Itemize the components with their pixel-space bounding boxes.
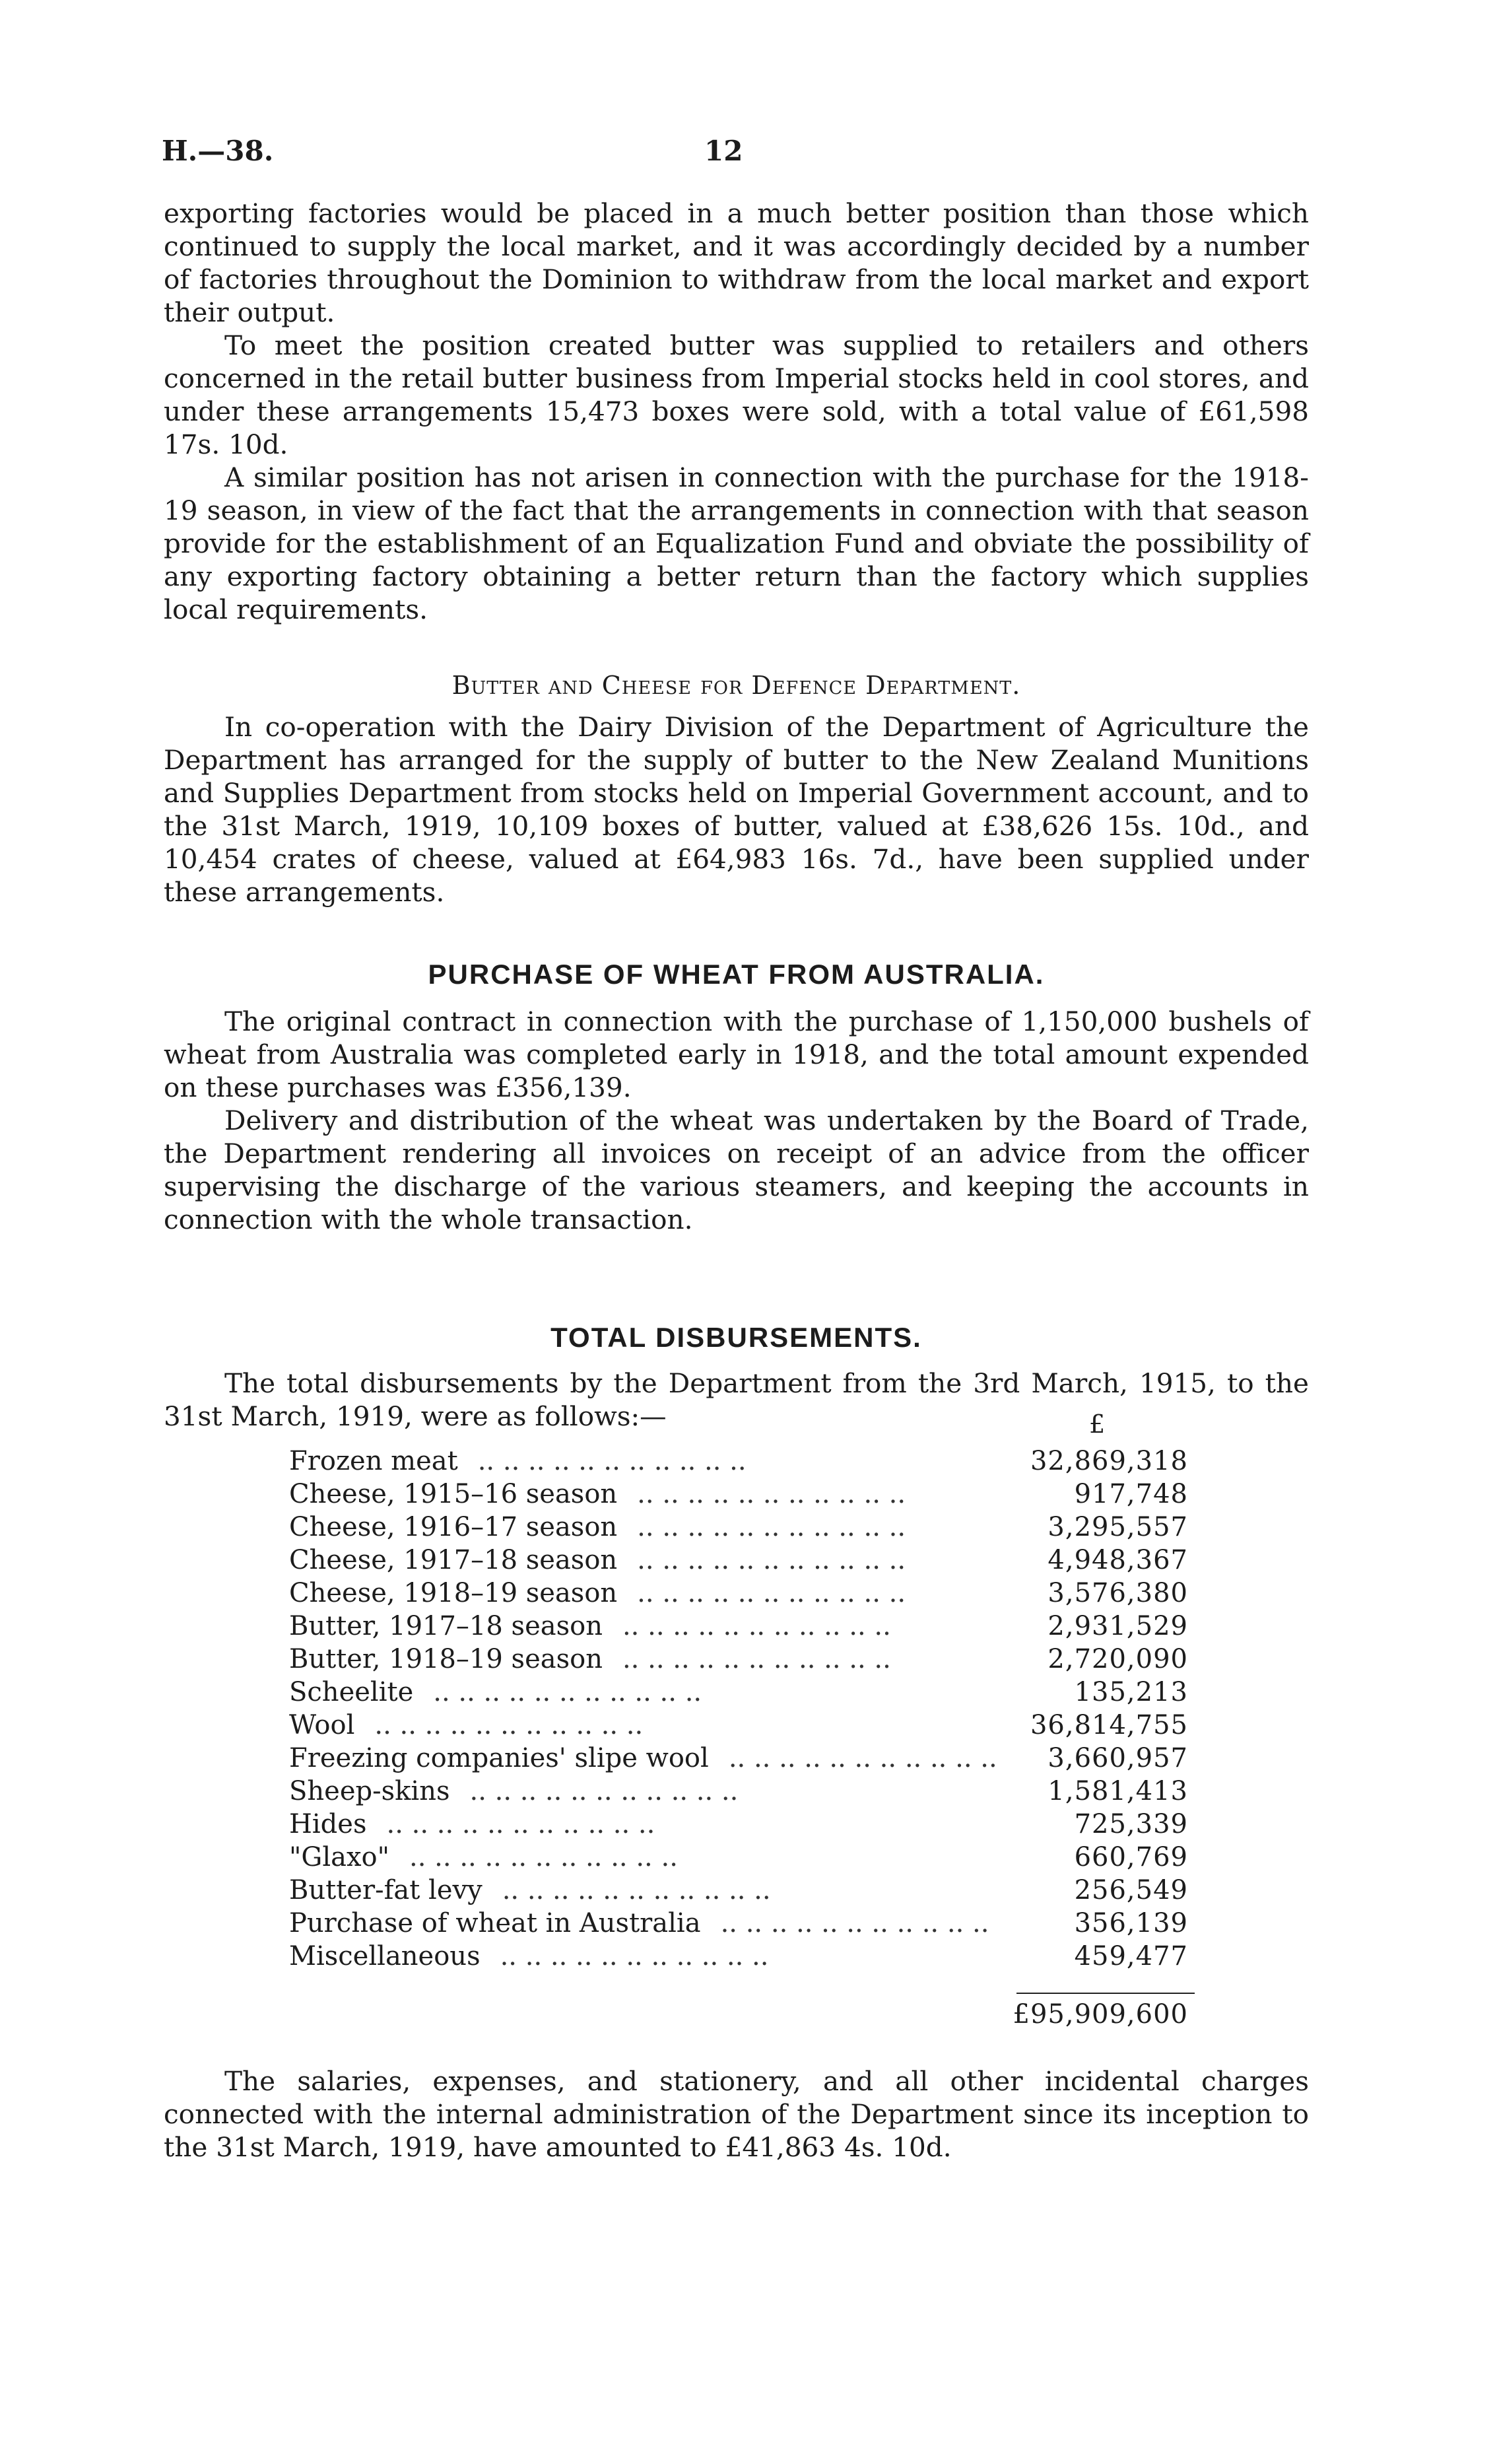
closing-section [164,2065,1309,2164]
row-label: Cheese, 1918–19 season [289,1578,618,1608]
paragraph: In co-operation with the Dairy Division of the Department of Agriculture the Department has arranged for the supply of butter to the New Zealand Munitions and Supplies Department from stocks held on Imperial Government account, and to the 31st March, 1919, 10,109 boxes of butter, valued at £38,626 15s. 10d., and 10,454 crates of cheese, valued at £64,983 16s. 7d., have been supplied under these arrangements. [164,711,1309,908]
row-label: Cheese, 1915–16 season [289,1479,618,1509]
defence-section-heading: Butter and Cheese for Defence Department. [451,671,1021,700]
table-row [289,1940,1200,1973]
row-amount: 2,931,529 [1048,1611,1188,1641]
table-row [289,1874,1200,1907]
row-amount: 36,814,755 [1030,1710,1188,1740]
paragraph: The total disbursements by the Department from the 3rd March, 1915, to the 31st March, 1919, were as follows:— [164,1367,1309,1432]
table-row [289,1511,1200,1544]
table-row [289,1643,1200,1676]
row-amount: 917,748 [1074,1479,1188,1509]
row-label: Butter-fat levy [289,1875,482,1905]
dot-leader: .. .. .. .. .. .. .. .. .. .. .. [637,1479,906,1509]
table-row [289,1808,1200,1841]
disbursements-table [289,1445,1200,1973]
paragraph: The salaries, expenses, and stationery, and all other incidental charges connected with the internal administration of the Department since its inception to the 31st March, 1919, have amounted to £41,863 4s. 10d. [164,2065,1309,2163]
row-amount: 32,869,318 [1030,1446,1188,1476]
table-row [289,1445,1200,1478]
row-label: Frozen meat [289,1446,458,1476]
row-label: Freezing companies' slipe wool [289,1743,709,1773]
paragraph: Delivery and distribution of the wheat was undertaken by the Board of Trade, the Department rendering all invoices on receipt of an advice from the officer supervising the discharge of the various steamers, and keeping the accounts in connection with the whole transaction. [164,1105,1309,1235]
row-amount: 660,769 [1074,1842,1188,1872]
table-row [289,1577,1200,1610]
disbursements-intro [164,1367,1309,1433]
wheat-section-heading: PURCHASE OF WHEAT FROM AUSTRALIA. [428,959,1045,990]
table-row [289,1709,1200,1742]
wheat-section [164,1005,1309,1236]
dot-leader: .. .. .. .. .. .. .. .. .. .. .. [433,1677,702,1707]
row-label: "Glaxo" [289,1842,390,1872]
row-amount: 356,139 [1074,1908,1188,1938]
row-amount: 256,549 [1074,1875,1188,1905]
row-amount: 3,295,557 [1048,1512,1188,1542]
row-label: Butter, 1917–18 season [289,1611,603,1641]
dot-leader: .. .. .. .. .. .. .. .. .. .. .. [477,1446,747,1476]
row-amount: 2,720,090 [1048,1644,1188,1674]
dot-leader: .. .. .. .. .. .. .. .. .. .. .. [637,1578,906,1608]
top-section [164,197,1309,626]
dot-leader: .. .. .. .. .. .. .. .. .. .. .. [500,1941,769,1971]
table-row [289,1841,1200,1874]
dot-leader: .. .. .. .. .. .. .. .. .. .. .. [409,1842,678,1872]
dot-leader: .. .. .. .. .. .. .. .. .. .. .. [622,1644,891,1674]
table-row [289,1544,1200,1577]
row-label: Sheep-skins [289,1776,450,1806]
dot-leader: .. .. .. .. .. .. .. .. .. .. .. [502,1875,771,1905]
running-header [162,135,1317,174]
row-label: Cheese, 1917–18 season [289,1545,618,1575]
table-row [289,1742,1200,1775]
dot-leader: .. .. .. .. .. .. .. .. .. .. .. [720,1908,989,1938]
dot-leader: .. .. .. .. .. .. .. .. .. .. .. [622,1611,891,1641]
defence-section [164,710,1309,908]
total-rule [1016,1993,1195,1994]
row-amount: 3,576,380 [1048,1578,1188,1608]
disbursements-total: £95,909,600 [1013,1999,1188,2030]
row-amount: 1,581,413 [1048,1776,1188,1806]
dot-leader: .. .. .. .. .. .. .. .. .. .. .. [374,1710,644,1740]
paragraph: exporting factories would be placed in a much better position than those which continued to supply the local market, and it was accordingly decided by a number of factories throughout the Dominion to withdraw from the local market and export their output. [164,197,1309,328]
paragraph: A similar position has not arisen in connection with the purchase for the 1918-19 season, in view of the fact that the arrangements in connection with that season provide for the establishment of an Equalization Fund and obviate the possibility of any exporting factory obtaining a better return than the factory which supplies local requirements. [164,462,1309,625]
report-reference: H.—38. [162,135,274,167]
paragraph: The original contract in connection with the purchase of 1,150,000 bushels of wheat from Australia was completed early in 1918, and the total amount expended on these purchases was £356,139. [164,1006,1309,1103]
table-row [289,1610,1200,1643]
currency-symbol: £ [1089,1410,1106,1439]
row-label: Wool [289,1710,355,1740]
row-amount: 4,948,367 [1048,1545,1188,1575]
row-amount: 725,339 [1074,1809,1188,1839]
dot-leader: .. .. .. .. .. .. .. .. .. .. .. [469,1776,739,1806]
table-row [289,1676,1200,1709]
dot-leader: .. .. .. .. .. .. .. .. .. .. .. [386,1809,655,1839]
row-label: Butter, 1918–19 season [289,1644,603,1674]
dot-leader: .. .. .. .. .. .. .. .. .. .. .. [637,1545,906,1575]
row-label: Purchase of wheat in Australia [289,1908,701,1938]
row-label: Scheelite [289,1677,414,1707]
paragraph: To meet the position created butter was supplied to retailers and others concerned in the retail butter business from Imperial stocks held in cool stores, and under these arrangements 15,473 boxes were sold, with a total value of £61,598 17s. 10d. [164,329,1309,460]
disbursements-heading: TOTAL DISBURSEMENTS. [550,1322,922,1353]
dot-leader: .. .. .. .. .. .. .. .. .. .. .. [637,1512,906,1542]
row-label: Cheese, 1916–17 season [289,1512,618,1542]
page-number: 12 [704,135,743,167]
row-label: Hides [289,1809,367,1839]
table-row [289,1775,1200,1808]
dot-leader: .. .. .. .. .. .. .. .. .. .. .. [728,1743,997,1773]
row-amount: 135,213 [1074,1677,1188,1707]
table-row [289,1478,1200,1511]
row-amount: 459,477 [1074,1941,1188,1971]
row-amount: 3,660,957 [1048,1743,1188,1773]
row-label: Miscellaneous [289,1941,481,1971]
table-row [289,1907,1200,1940]
